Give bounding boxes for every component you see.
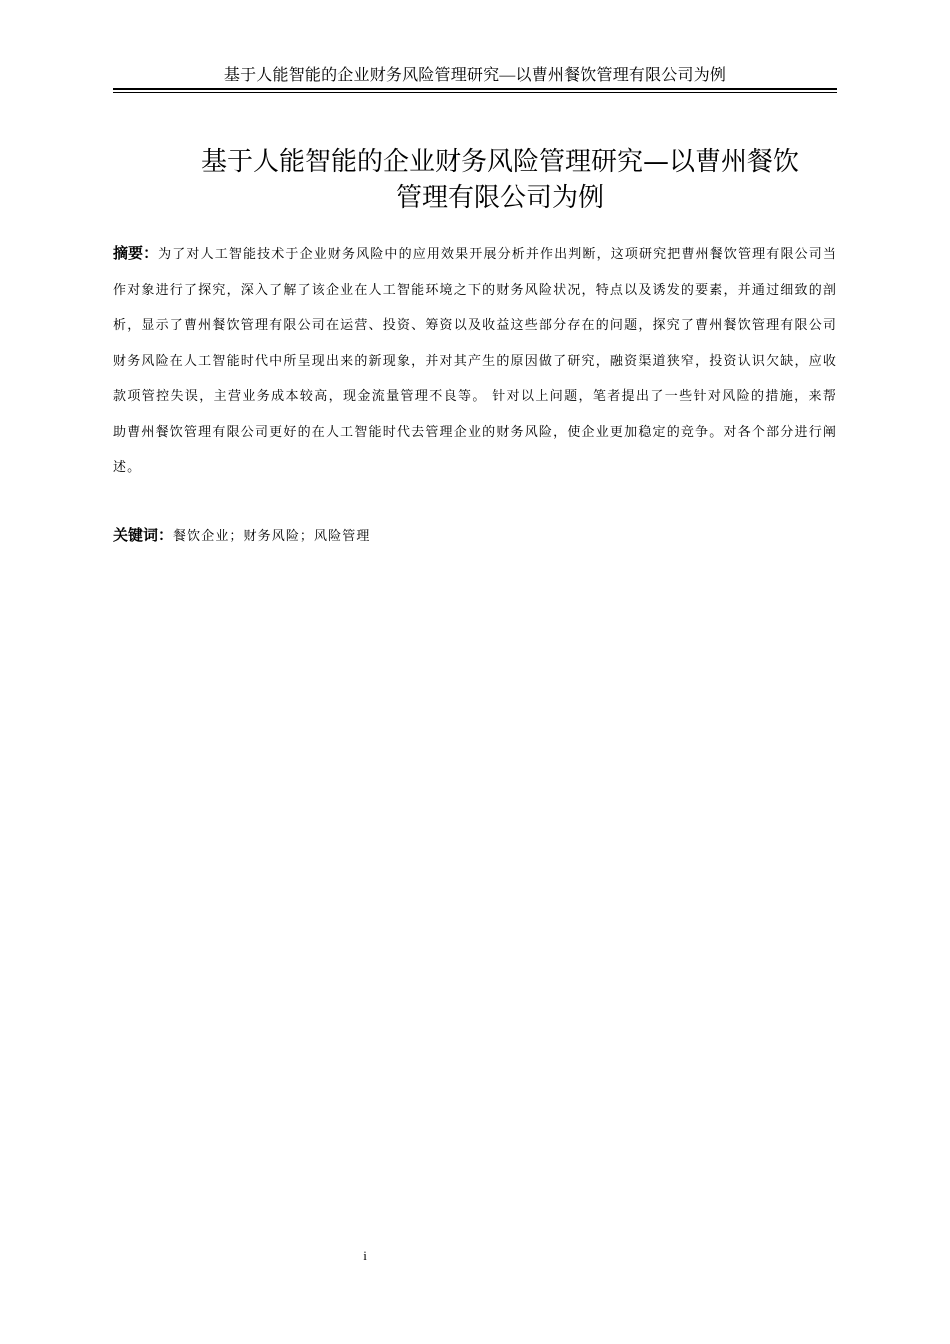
- header-rule-thin: [113, 92, 837, 93]
- header-rule-thick: [113, 88, 837, 90]
- keywords-line: [113, 518, 837, 554]
- title-line-2: 管理有限公司为例: [395, 183, 604, 213]
- page-number: i: [363, 1248, 367, 1263]
- running-header: 基于人能智能的企业财务风险管理研究—以曹州餐饮管理有限公司为例: [223, 67, 727, 84]
- abstract-text: 为了对人工智能技术于企业财务风险中的应用效果开展分析并作出判断，这项研究把曹州餐饮管理有限公司当作对象进行了探究，深入了解了该企业在人工智能环境之下的财务风险状况，特点以及诱发的要素，并通过细致的剖析，显示了曹州餐饮管理有限公司在运营、投资、筹资以及收益这些部分存在的问题，探究了曹州餐饮管理有限公司财务风险在人工智能时代中所呈现出来的新现象，并对其产生的原因做了研究，融资渠道狭窄，投资认识欠缺，应收款项管控失误，主营业务成本较高，现金流量管理不良等。 针对以上问题，笔者提出了一些针对风险的措施，来帮助曹州餐饮管理有限公司更好的在人工智能时代去管理企业的财务风险，使企业更加稳定的竞争。对各个部分进行阐述。: [113, 247, 837, 475]
- title-line-1: 基于人能智能的企业财务风险管理研究—以曹州餐饮: [200, 147, 799, 177]
- document-title: [150, 144, 850, 216]
- keywords-text: 餐饮企业；财务风险；风险管理: [173, 529, 371, 544]
- abstract-label: 摘要：: [113, 244, 159, 262]
- keywords-label: 关键词：: [113, 526, 174, 544]
- abstract-paragraph: [113, 236, 837, 486]
